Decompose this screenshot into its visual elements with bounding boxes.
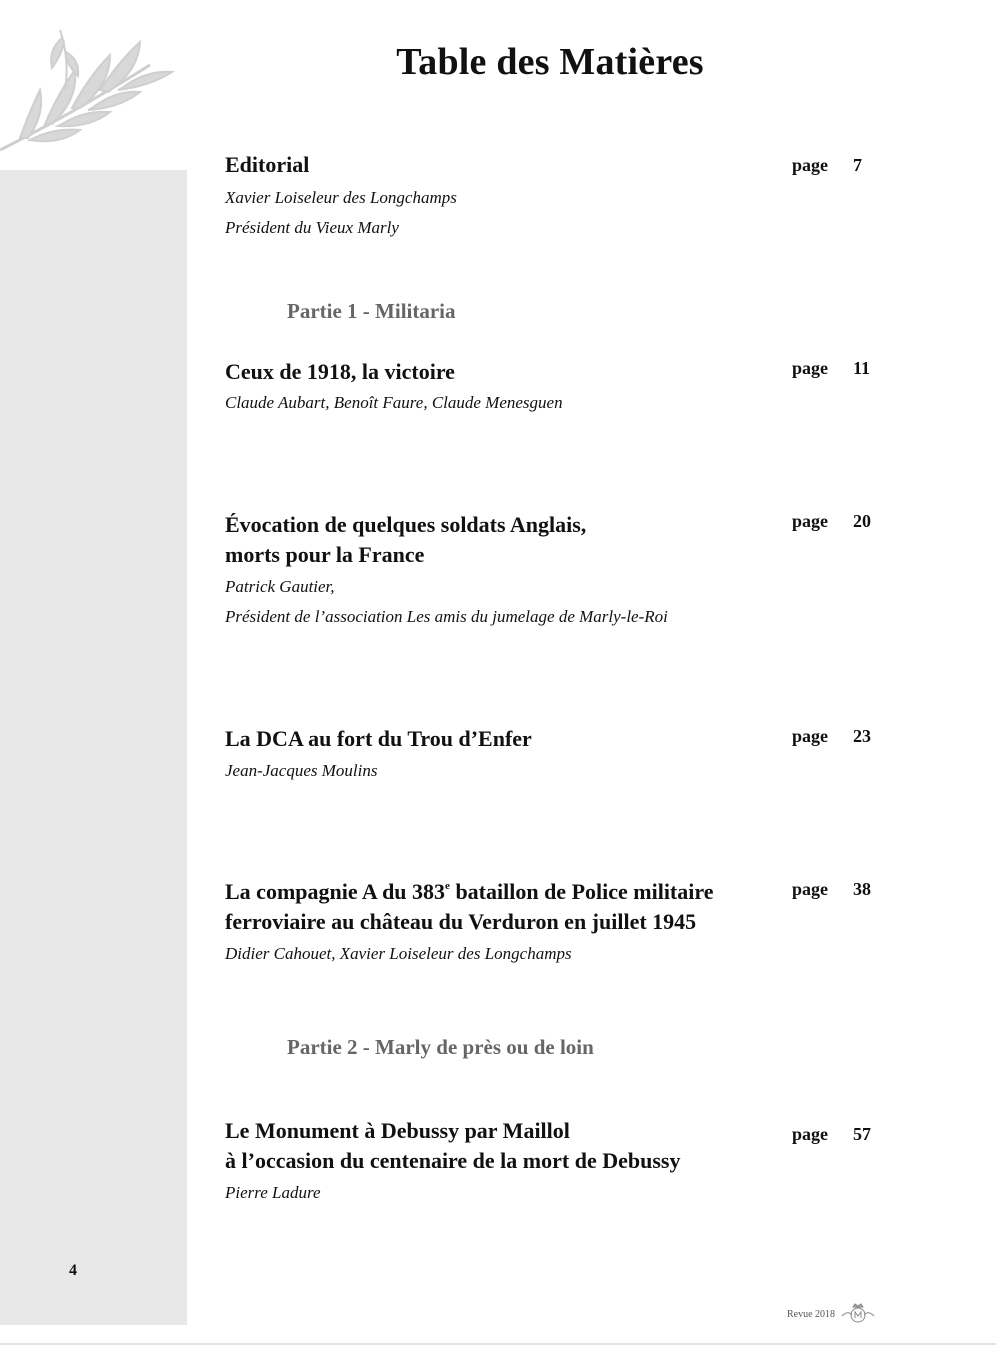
page-number-soldats: 20 bbox=[853, 511, 871, 531]
entry-author: Xavier Loiseleur des Longchamps bbox=[225, 188, 457, 207]
entry-author-role: Président du Vieux Marly bbox=[225, 218, 399, 237]
page-label: page bbox=[792, 1124, 828, 1144]
entry-title-debussy-line2: à l’occasion du centenaire de la mort de Debussy bbox=[225, 1148, 681, 1173]
bottom-rule bbox=[0, 1343, 996, 1345]
entry-author: Claude Aubart, Benoît Faure, Claude Menesguen bbox=[225, 393, 563, 412]
page-label: page bbox=[792, 358, 828, 378]
section-heading-marly: Partie 2 - Marly de près ou de loin bbox=[287, 1035, 594, 1059]
entry-author: Pierre Ladure bbox=[225, 1183, 321, 1202]
entry-title-1918: Ceux de 1918, la victoire bbox=[225, 359, 455, 384]
page-label: page bbox=[792, 879, 828, 899]
entry-title-compagnie-line2: ferroviaire au château du Verduron en juillet 1945 bbox=[225, 909, 697, 934]
page-number-1918: 11 bbox=[853, 358, 871, 378]
page-number-editorial: 7 bbox=[853, 155, 862, 175]
page-label: page bbox=[792, 726, 828, 746]
entry-title-debussy-line1: Le Monument à Debussy par Maillol bbox=[225, 1118, 570, 1143]
entry-title-editorial: Editorial bbox=[225, 152, 310, 177]
entry-author: Didier Cahouet, Xavier Loiseleur des Longchamps bbox=[225, 944, 572, 963]
title-text: bataillon de Police militaire bbox=[449, 879, 714, 904]
crest-logo bbox=[840, 1302, 876, 1326]
entry-title-soldats-line1: Évocation de quelques soldats Anglais, bbox=[225, 512, 587, 537]
entry-title-dca: La DCA au fort du Trou d’Enfer bbox=[225, 726, 532, 751]
footer-label: Revue 2018 bbox=[787, 1309, 836, 1320]
page-number-debussy: 57 bbox=[853, 1124, 871, 1144]
title-text: La compagnie A du 383 bbox=[225, 879, 446, 904]
entry-title-compagnie-line1 bbox=[225, 877, 714, 907]
entry-author: Patrick Gautier, bbox=[225, 577, 335, 596]
entry-author: Jean-Jacques Moulins bbox=[225, 761, 378, 780]
page-number-dca: 23 bbox=[853, 726, 871, 746]
page-label: page bbox=[792, 155, 828, 175]
page-title: Table des Matières bbox=[396, 41, 704, 83]
folio-page-number: 4 bbox=[69, 1262, 77, 1279]
entry-title-soldats-line2: morts pour la France bbox=[225, 542, 425, 567]
entry-author-role: Président de l’association Les amis du jumelage de Marly-le-Roi bbox=[225, 607, 668, 626]
section-heading-militaria: Partie 1 - Militaria bbox=[287, 299, 456, 323]
left-gray-band bbox=[0, 170, 187, 1325]
ordinal-superscript: e bbox=[445, 880, 450, 892]
page-label: page bbox=[792, 511, 828, 531]
page-number-compagnie: 38 bbox=[853, 879, 871, 899]
